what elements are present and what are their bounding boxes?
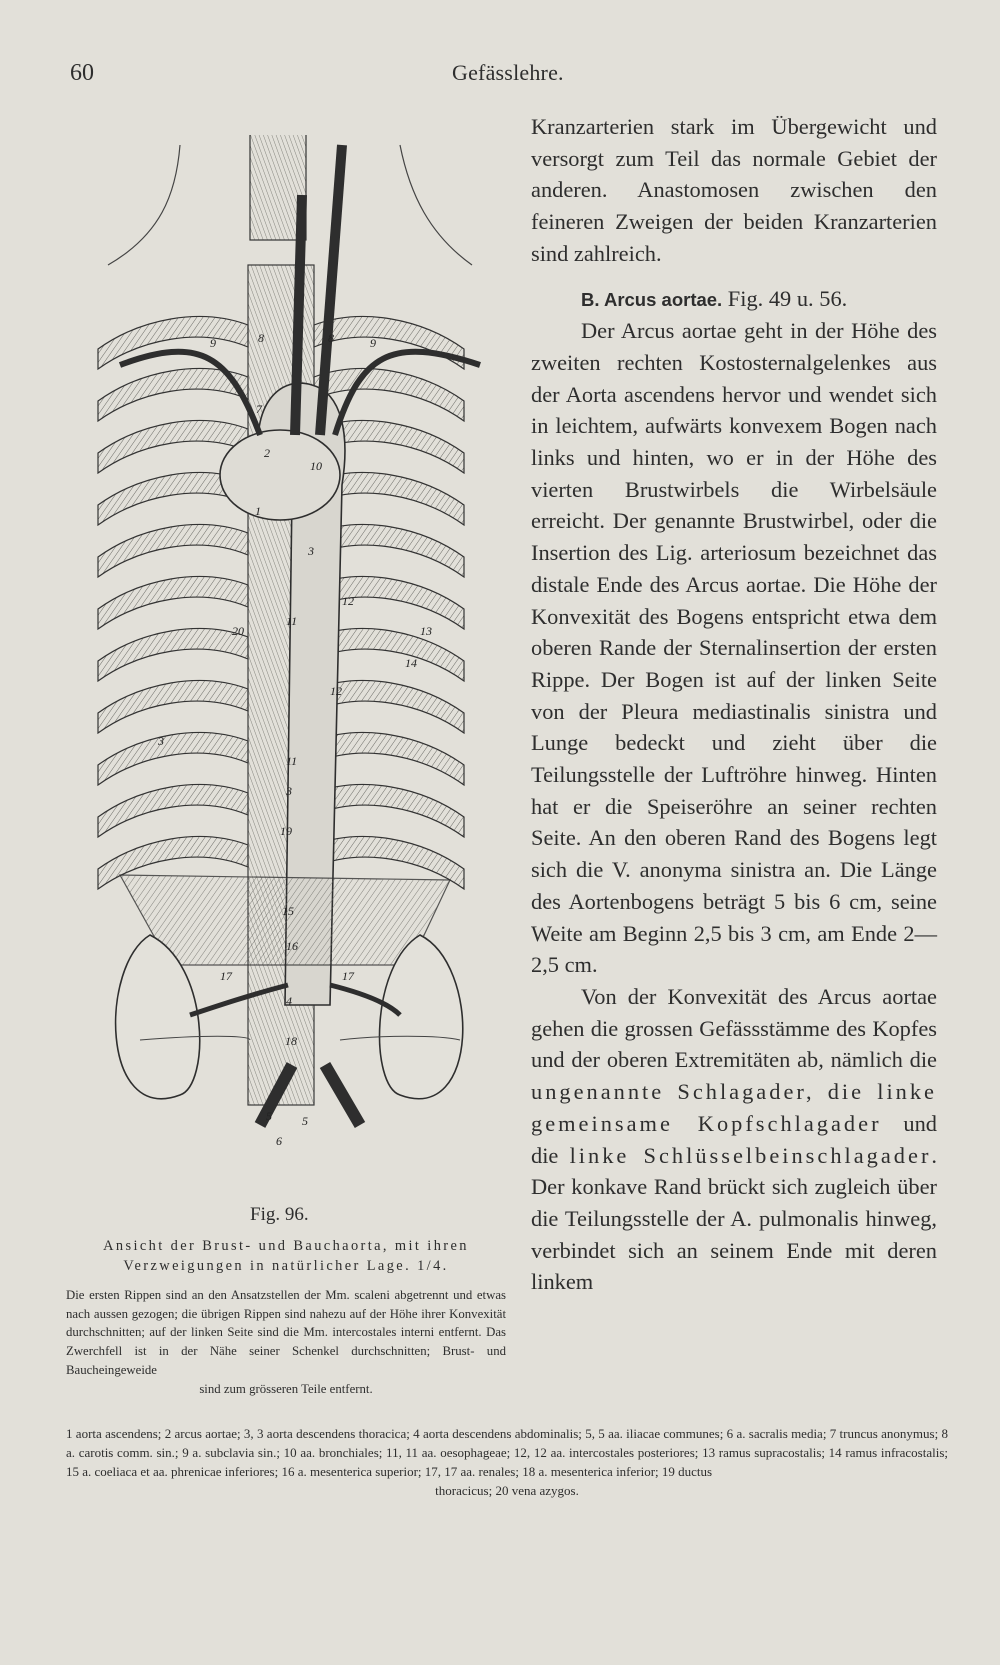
callout-9-left: 9 xyxy=(210,336,216,350)
term-subclavia: linke Schlüsselbeinschlagader xyxy=(569,1142,932,1168)
rib-left-8 xyxy=(98,681,248,733)
rib-left-2 xyxy=(98,369,248,421)
figure-description-main: Die ersten Rippen sind an den Ansatzstellen der Mm. scaleni abgetrennt und etwas nach aussen gezogen; die übrigen Rippen sind nahezu auf der Höhe ihrer Konvexität durchschnitten; auf der linken Seite sind die Mm. intercostales interni entfernt. Das Zwerchfell ist in der Nähe seiner Schenkel durchschnitten; Brust- und Baucheingeweide xyxy=(66,1288,506,1377)
callout-5-right: 5 xyxy=(302,1114,308,1128)
legend-tail: thoracicus; 20 vena azygos. xyxy=(435,1483,579,1498)
callout-14: 14 xyxy=(405,656,417,670)
paragraph-3 xyxy=(531,981,937,1298)
aortic-arch xyxy=(220,430,340,520)
running-head: Gefässlehre. xyxy=(452,60,564,85)
callout-3-lower: 3 xyxy=(286,784,292,798)
callout-8-right: 8 xyxy=(328,331,334,345)
carotid-left xyxy=(295,195,302,435)
paragraph-3-part-e: . Der konkave Rand brückt sich zugleich über die Teilungsstelle der A. pulmonalis hinweg, verbindet sich an seinem Ende mit deren linkem xyxy=(531,1142,938,1295)
rib-right-1 xyxy=(314,317,464,369)
callout-12-lower: 12 xyxy=(330,684,342,698)
rib-left-6 xyxy=(98,577,248,629)
rib-left-10 xyxy=(98,785,248,837)
iliac-right xyxy=(325,1065,360,1125)
page-number: 60 xyxy=(70,60,94,86)
callout-10: 10 xyxy=(310,459,322,473)
section-figure-ref: Fig. 49 u. 56. xyxy=(722,285,848,311)
rib-left-1 xyxy=(98,317,248,369)
aorta-illustration xyxy=(80,135,520,1185)
callout-6: 6 xyxy=(276,1134,282,1148)
callout-4: 4 xyxy=(286,994,292,1008)
callout-9-right: 9 xyxy=(370,336,376,350)
callout-11-upper: 11 xyxy=(286,614,298,628)
callout-17-right: 17 xyxy=(342,969,354,983)
legend-main: 1 aorta ascendens; 2 arcus aortae; 3, 3 aorta descendens thoracica; 4 aorta descendens abdominalis; 5, 5 aa. iliacae communes; 6 a. sacralis media; 7 truncus anonymus; 8 a. carotis comm. sin.; 9 a. subclavia sin.; 10 aa. bronchiales; 11, 11 aa. oesophageae; 12, 12 aa. intercostales posteriores; 13 ramus supracostalis; 14 ramus infracostalis; 15 a. coeliaca et aa. phrenicae inferiores; 16 a. mesenterica superior; 17, 17 aa. renales; 18 a. mesenterica inferior; 19 ductus xyxy=(66,1426,948,1479)
figure-description xyxy=(66,1286,506,1398)
callout-12-upper: 12 xyxy=(342,594,354,608)
rib-left-5 xyxy=(98,525,248,577)
callout-2: 2 xyxy=(264,446,270,460)
anatomy-figure xyxy=(80,135,520,1185)
neck-outline-left xyxy=(108,145,180,265)
callout-16: 16 xyxy=(286,939,298,953)
rib-left-9 xyxy=(98,733,248,785)
callout-3-left: 3 xyxy=(158,734,164,748)
rib-left-7 xyxy=(98,629,248,681)
term-truncus: ungenannte Schlagader, die linke gemeinsame Kopfschlagader xyxy=(531,1079,937,1136)
callout-13: 13 xyxy=(420,624,432,638)
callout-15: 15 xyxy=(282,904,294,918)
callout-5-left: 5 xyxy=(266,1109,272,1123)
callout-11-lower: 11 xyxy=(286,754,298,768)
figure-title: Ansicht der Brust- und Bauchaorta, mit ihren Verzweigungen in natürlicher Lage. 1/4. xyxy=(103,1238,469,1274)
paragraph-2: Der Arcus aortae geht in der Höhe des zweiten rechten Kostosternalgelenkes aus der Aorta ascendens hervor und wendet sich in leichtem, aufwärts konvexem Bogen nach links und hinten, wo er in der Höhe des vierten Brustwirbels die Wirbelsäule erreicht. Der genannte Brustwirbel, oder die Insertion des Lig. arteriosum bezeichnet das distale Ende des Arcus aortae. Die Höhe der Konvexität des Bogens entspricht etwa dem oberen Rande der Sternalinsertion der ersten Rippe. Der Bogen ist auf der linken Seite von der Pleura mediastinalis sinistra und Lunge bedeckt und zieht über die Teilungsstelle der Luftröhre hinweg. Hinten hat er die Speiseröhre an seiner rechten Seite. An den oberen Rand des Bogens legt sich die V. anonyma sinistra an. Die Länge des Aortenbogens beträgt 5 bis 6 cm, seine Weite am Beginn 2,5 bis 3 cm, am Ende 2—2,5 cm. xyxy=(531,318,937,978)
neck-outline-right xyxy=(400,145,472,265)
callout-20: 20 xyxy=(232,624,244,638)
text-column xyxy=(531,111,937,1298)
callout-18: 18 xyxy=(285,1034,297,1048)
callout-8-left: 8 xyxy=(258,331,264,345)
callout-19: 19 xyxy=(280,824,292,838)
figure-description-tail: sind zum grösseren Teile entfernt. xyxy=(199,1381,373,1396)
callout-7: 7 xyxy=(256,402,262,416)
paragraph-3-part-a: Von der Konvexität des Arcus aortae gehen die grossen Gefässstämme des Kopfes und der oberen Extremitäten ab, nämlich die xyxy=(531,983,937,1073)
section-heading-line xyxy=(531,283,937,316)
paragraph-3-part-c: und die xyxy=(531,1110,937,1168)
callout-1: 1 xyxy=(255,504,261,518)
figure-legend xyxy=(66,1424,948,1500)
callout-3-upper: 3 xyxy=(308,544,314,558)
figure-label: Fig. 96. xyxy=(250,1204,309,1225)
callout-17-left: 17 xyxy=(220,969,232,983)
rib-right-10 xyxy=(314,785,464,837)
paragraph-1: Kranzarterien stark im Übergewicht und versorgt zum Teil das normale Gebiet der anderen. Anastomosen zwischen den feineren Zweigen der beiden Kranzarterien sind zahlreich. xyxy=(531,114,937,266)
section-title: B. Arcus aortae. xyxy=(581,288,723,310)
